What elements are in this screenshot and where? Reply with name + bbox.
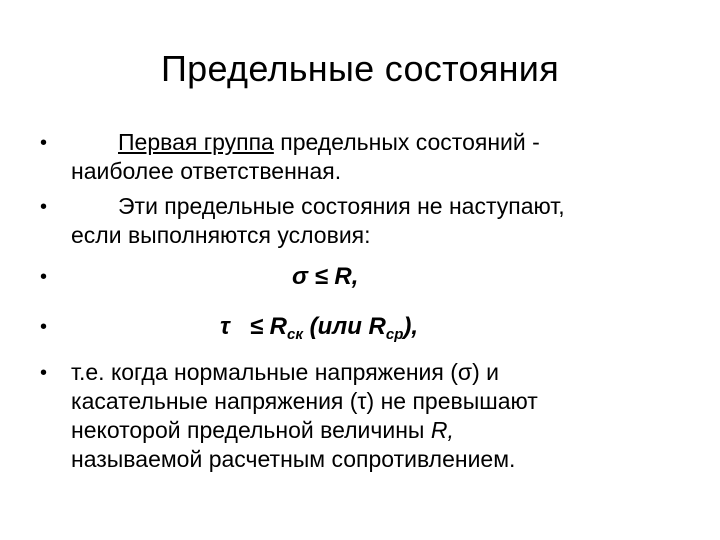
- bullet-text: [71, 358, 671, 474]
- subscript-sr: ср: [385, 326, 404, 343]
- bullet-text-line1: т.е. когда нормальные напряжения (σ) и: [71, 359, 499, 385]
- formula-sigma: σ ≤ R,: [292, 263, 359, 290]
- bullet-text-line4: называемой расчетным сопротивлением.: [71, 446, 516, 472]
- underlined-phrase: Первая группа: [118, 129, 274, 155]
- formula-relation: ≤ R: [249, 313, 287, 340]
- bullet-dot: •: [40, 266, 48, 288]
- tau-symbol: τ: [220, 313, 230, 340]
- bullet-text-line2: если выполняются условия:: [71, 222, 371, 248]
- bullet-text-rest: предельных состояний -: [273, 129, 540, 155]
- bullet-dot: •: [40, 132, 48, 154]
- bullet-dot: •: [40, 316, 48, 338]
- bullet-text-line2: наиболее ответственная.: [71, 158, 342, 184]
- italic-r: R,: [430, 417, 454, 443]
- formula-tail: ),: [403, 313, 419, 340]
- bullet-text: [71, 192, 671, 250]
- bullet-text-line2: касательные напряжения (τ) не превышают: [71, 388, 538, 414]
- bullet-text-line3: некоторой предельной величины: [71, 417, 431, 443]
- bullet-dot: •: [40, 196, 48, 218]
- bullet-dot: •: [40, 362, 48, 384]
- formula-tau: [220, 312, 418, 342]
- formula-middle: (или R: [302, 313, 386, 340]
- subscript-sk: ск: [287, 326, 303, 343]
- slide-title: Предельные состояния: [160, 48, 559, 89]
- bullet-text: [71, 128, 671, 186]
- bullet-text-line1: Эти предельные состояния не наступают,: [118, 193, 565, 219]
